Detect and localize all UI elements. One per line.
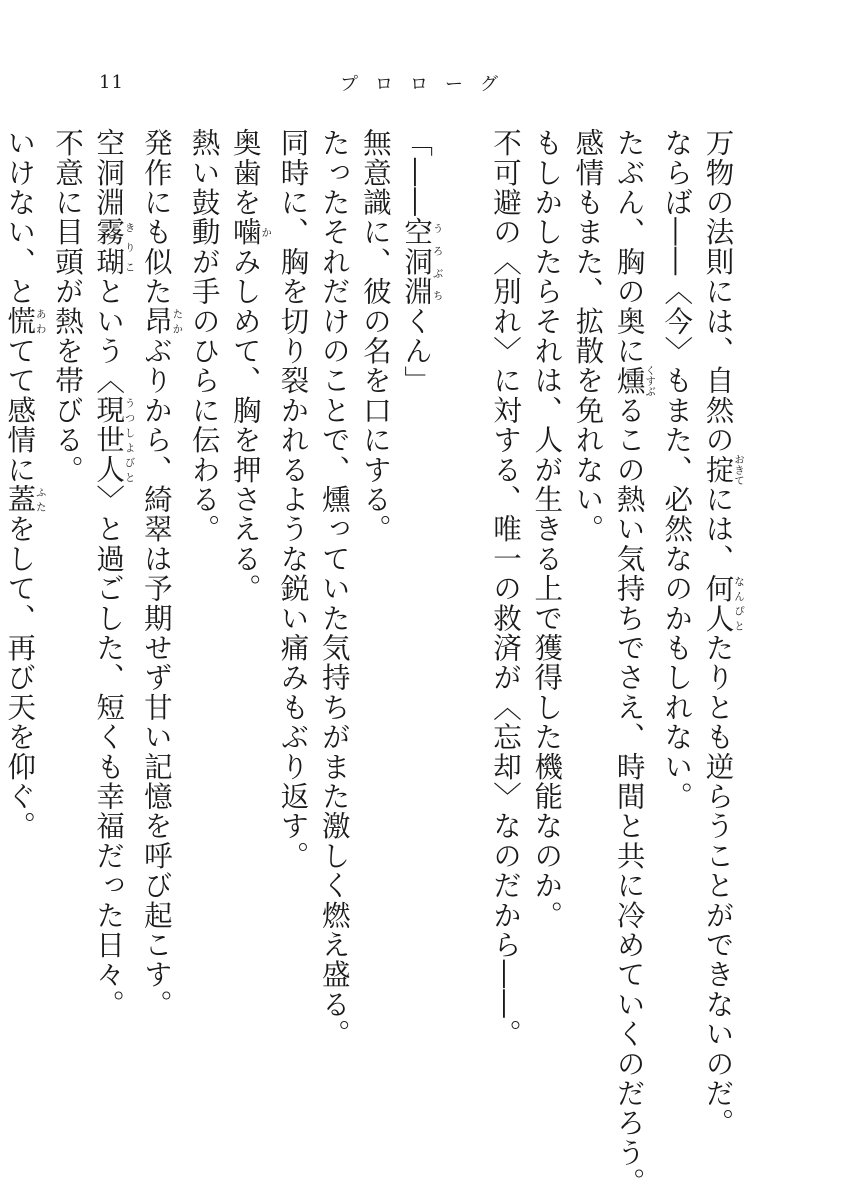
ruby-word [701,453,745,486]
page-number: 11 [99,72,124,93]
text-line [272,128,313,1118]
text-line [225,128,273,1118]
text-line [183,128,224,1118]
ruby-word [228,217,273,247]
text-segment: もしかしたらそれは、人が生きる上で獲得した機能なのか。 [530,128,564,930]
ruby-base: 蓋 [3,484,37,515]
text-segment: ぶりから、綺翠は予期せず甘い記憶を呼び起こす。 [139,335,173,1020]
text-segment: 空洞淵 [92,128,126,218]
text-line [697,128,745,1138]
ruby-word [92,395,136,485]
text-segment: たぶん、胸の奥に [612,128,646,366]
text-line [355,128,396,1118]
text-line [656,128,697,1118]
vertical-text-body [0,128,745,1198]
text-segment: みしめて、胸を押さえる。 [228,246,262,604]
text-segment: には、 [701,484,735,574]
ruby-word [400,217,444,307]
text-segment: ならば――〈今〉もまた、必然なのかもしれない。 [660,128,694,812]
text-segment: 無意識に、彼の名を口にする。 [358,128,392,544]
ruby-reading: くすぶ [644,364,657,397]
chapter-title: プロローグ [340,74,515,95]
text-line [0,128,47,1118]
ruby-base: 霧瑚 [92,217,126,277]
text-segment: いけない、と [3,128,37,307]
text-segment: 奥歯を [228,128,262,218]
text-segment: たりとも逆らうことができないのだ。 [701,632,735,1138]
blank-line [444,128,485,1118]
text-segment: 不可避の〈別れ〉に対する、唯一の救済が〈忘却〉なのだから――。 [488,128,522,1049]
ruby-base: 慌 [3,306,37,336]
text-segment: 万物の法則には、自然の [701,128,735,455]
text-segment: をして、再び天を仰ぐ。 [3,514,37,841]
text-segment: 不意に目頭が熱を帯びる。 [50,128,84,485]
text-segment: 発作にも似た [139,128,173,307]
text-segment: てて感情に [3,335,37,485]
text-line [47,128,88,1118]
text-segment: 〉と過ごした、短くも幸福だった日々。 [92,484,126,1020]
ruby-base: 現世人 [92,395,126,485]
ruby-reading: あわ [34,306,47,336]
text-line [485,128,526,1118]
text-line [526,128,567,1118]
text-segment: という〈 [92,276,126,396]
ruby-base: 何人 [701,573,735,633]
text-line [608,128,657,1198]
text-segment: 感情もまた、拡散を免れない。 [571,128,605,544]
ruby-word [612,364,657,397]
text-line [396,128,444,1118]
ruby-reading: たか [171,306,184,336]
ruby-word [701,573,745,633]
text-segment: るこの熱い気持ちでさえ、時間と共に冷めていくのだろう。 [612,395,646,1198]
text-line [313,128,354,1118]
ruby-word [3,306,47,336]
text-segment: たったそれだけのことで、燻っていた気持ちがまた激しく燃え盛る。 [317,128,351,1049]
text-line [567,128,608,1118]
ruby-base: 燻 [612,364,646,397]
text-segment: 同時に、胸を切り裂かれるような鋭い痛みもぶり返す。 [276,128,310,871]
text-line [136,128,184,1118]
text-segment: くん」 [400,306,434,396]
ruby-word [139,306,184,336]
ruby-word [92,217,136,277]
ruby-reading: うつしよびと [123,395,136,485]
ruby-base: 昂 [139,306,173,336]
ruby-base: 噛 [228,217,262,247]
ruby-base: 掟 [701,453,735,486]
ruby-reading: ふた [34,484,47,515]
ruby-reading: か [260,217,273,247]
text-segment: 熱い鼓動が手のひらに伝わる。 [187,128,221,544]
text-segment: 「―― [400,128,434,218]
ruby-reading: うろぶち [431,217,444,307]
ruby-word [3,484,47,515]
ruby-reading: なんぴと [733,573,745,633]
ruby-reading: きりこ [123,217,136,277]
text-line [88,128,136,1118]
ruby-reading: おきて [733,453,745,486]
ruby-base: 空洞淵 [400,217,434,307]
